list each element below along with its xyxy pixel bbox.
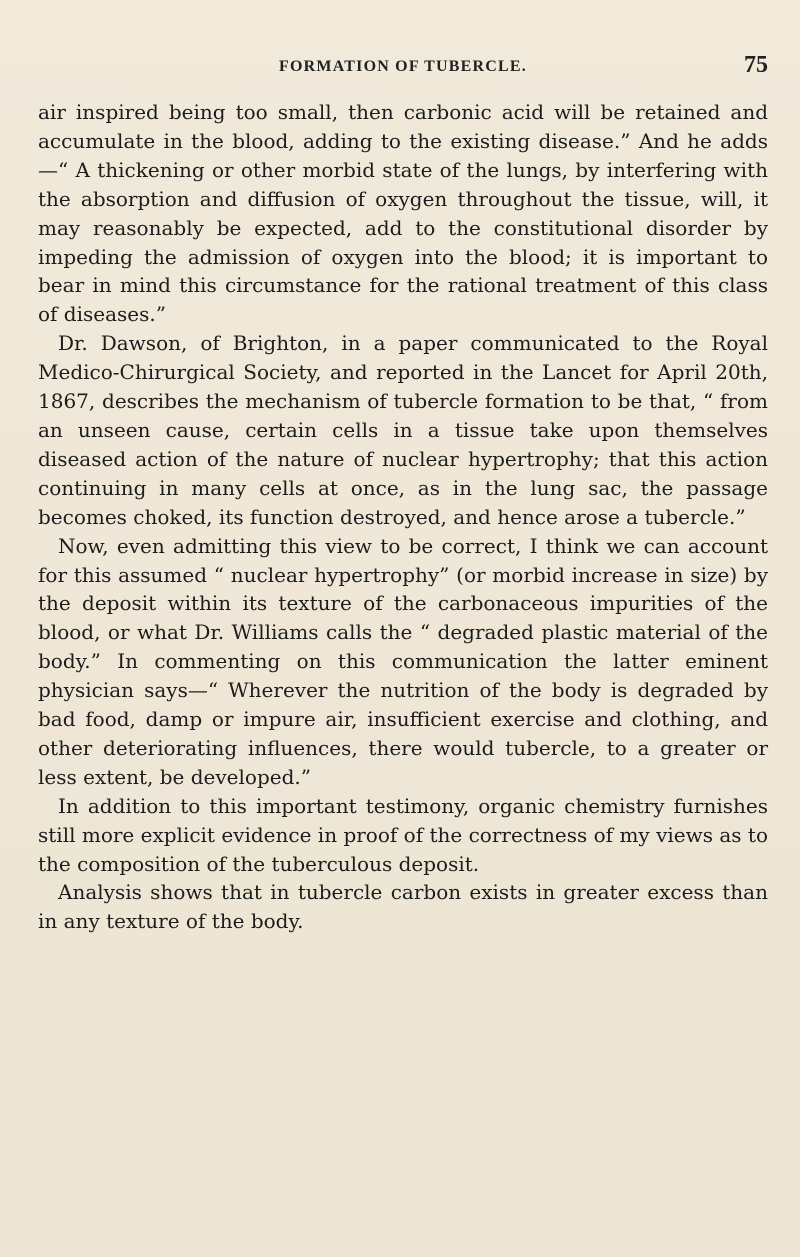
page-number: 75	[744, 52, 768, 78]
running-head	[38, 52, 768, 82]
body-text	[38, 98, 768, 936]
paragraph: air inspired being too small, then carbonic acid will be retained and accumulate in the blood, adding to the existing disease.” And he adds—“ A thickening or other morbid state of the lungs, by interfering with the absorption and diffusion of oxygen throughout the tissue, will, it may reasonably be expected, add to the constitutional disorder by impeding the admission of oxygen into the blood; it is important to bear in mind this circumstance for the rational treatment of this class of diseases.”	[38, 100, 768, 327]
paragraph: Dr. Dawson, of Brighton, in a paper communicated to the Royal Medico-Chirurgical Society, and reported in the Lancet for April 20th, 1867, describes the mechanism of tubercle formation to be that, “ from an unseen cause, certain cells in a tissue take upon themselves diseased action of the nature of nuclear hypertrophy; that this action continuing in many cells at once, as in the lung sac, the passage becomes choked, its function destroyed, and hence arose a tubercle.”	[38, 331, 768, 529]
paragraph: Analysis shows that in tubercle carbon exists in greater excess than in any texture of the body.	[38, 880, 768, 934]
running-title: FORMATION OF TUBERCLE.	[279, 58, 527, 75]
paragraph: In addition to this important testimony, organic chemistry furnishes still more explicit evidence in proof of the correctness of my views as to the composition of the tuberculous deposit.	[38, 793, 768, 876]
paragraph: Now, even admitting this view to be correct, I think we can account for this assumed “ nuclear hypertrophy” (or morbid increase in size) by the deposit within its texture of the carbonaceous impurities of the blood, or what Dr. Williams calls the “ degraded plastic material of the body.” In commenting on this communication the latter eminent physician says—“ Wherever the nutrition of the body is degraded by bad food, damp or impure air, insufficient exercise and clothing, and other deteriorating influences, there would tubercle, to a greater or less extent, be developed.”	[38, 533, 768, 789]
